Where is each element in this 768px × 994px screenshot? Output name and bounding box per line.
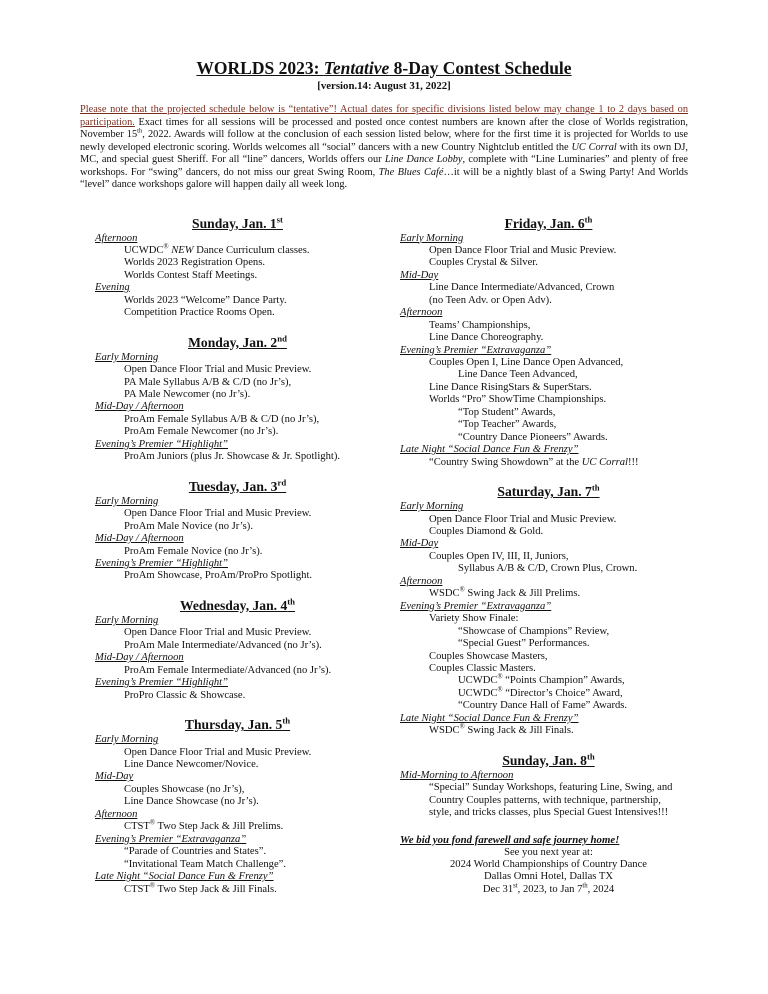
session-label: Mid-Day / Afternoon [95,652,184,664]
text-segment: Variety Show Finale: [429,613,519,625]
schedule-item [95,270,380,282]
text-segment: (no Teen Adv. or Open Adv). [429,294,552,306]
text-segment: Exact times for all sessions will be processed and posted once contest numbers are known after the close of Worlds registration, November 15 [80,116,688,140]
page-title-italic: Tentative [323,58,390,78]
text-segment: ® [163,243,169,251]
text-segment: UCWDC [458,687,498,699]
session-label: Late Night “Social Dance Fun & Frenzy” [95,871,274,883]
text-segment: Couples Open I, Line Dance Open Advanced, [429,357,624,369]
schedule-item [95,426,380,438]
text-segment: Line Dance Choreography. [429,332,544,344]
text-segment: ® [497,686,503,694]
farewell-line [400,871,697,883]
text-segment: Monday, Jan. 2 [188,334,278,350]
text-segment: Couples Showcase (no Jr’s), [124,783,245,795]
session-label: Mid-Day [400,538,439,550]
schedule-item [95,546,380,558]
text-segment: CTST [124,821,150,833]
session-label: Evening’s Premier “Extravaganza” [400,600,552,612]
schedule-item [95,690,380,702]
left-column [95,215,380,897]
text-segment: , complete with “Line Luminaries” and plenty of free workshops. For “swing” dancers, do not miss our great Swing Room, [80,154,688,178]
text-segment: Couples Open IV, III, II, Juniors, [429,550,569,562]
text-segment: Line Dance RisingStars & SuperStars. [429,381,592,393]
day-heading [95,716,380,733]
text-segment: The Blues Café [378,166,444,178]
session-label: Late Night “Social Dance Fun & Frenzy” [400,712,579,724]
schedule-item [95,451,380,463]
schedule-item [400,245,697,257]
schedule-item [400,457,697,469]
session-label: Afternoon [95,808,138,820]
day-section [95,597,380,702]
text-segment: , 2022. Awards will follow at the conclusion of each session listed below, where for the first time it is projected for Worlds to use newly developed electronic scoring. Worlds welcomes all “social” dancers with a new Country Nightclub entitled the [80,129,689,153]
text-segment: ® [149,882,156,889]
text-segment: , 2024 [587,883,615,895]
schedule-item [95,389,380,401]
version-line: [version.14: August 31, 2022] [317,80,451,92]
text-segment: Swing Jack & Jill Prelims. [464,588,581,600]
day-section [95,716,380,896]
text-segment: UCWDC [458,675,498,687]
text-segment: “Invitational Team Match Challenge”. [124,858,287,870]
text-segment: Line Dance Newcomer/Novice. [124,759,259,770]
text-segment: NEW [171,244,194,256]
text-segment: “Showcase of Champions” Review, [458,625,610,637]
schedule-item [95,884,380,896]
schedule-item [400,257,697,269]
day-heading [95,597,380,614]
right-column [400,215,697,897]
text-segment: nd [277,333,287,344]
text-segment: Two Step Jack & Jill Finals. [155,883,277,895]
day-heading [400,483,697,500]
text-segment: UC Corral [581,456,628,468]
text-segment: Sunday, Jan. 8 [502,752,587,768]
text-segment: “Special Guest” Performances. [458,638,590,650]
session-label: Mid-Day [95,771,134,783]
text-segment: WSDC [429,725,460,737]
schedule-item [400,588,697,600]
schedule-item [400,638,697,650]
schedule-item [400,369,697,381]
schedule-item [95,521,380,533]
schedule-item [400,675,697,687]
session-label: Late Night “Social Dance Fun & Frenzy” [400,444,579,456]
text-segment: “Director’s Choice” Award, [502,687,623,699]
session-label: Early Morning [95,614,159,626]
text-segment: UCWDC [124,244,164,256]
schedule-item [400,382,697,394]
text-segment: Open Dance Floor Trial and Music Preview. [429,244,617,256]
schedule-item [400,795,697,807]
text-segment: Open Dance Floor Trial and Music Preview. [124,627,312,639]
text-segment: Worlds “Pro” ShowTime Championships. [429,394,607,406]
text-segment: th [287,596,295,607]
text-segment: Competition Practice Rooms Open. [124,307,275,319]
text-segment: Worlds Contest Staff Meetings. [124,269,258,281]
day-heading [95,478,380,495]
day-section [400,752,697,820]
text-segment: Please note that the projected schedule below is “tentative”! Actual dates for specific divisions listed below may change 1 to 2 days based on participation. [80,104,688,128]
session-label: Evening [95,282,130,294]
text-segment: ® [459,723,465,731]
text-segment: Open Dance Floor Trial and Music Preview. [124,746,312,758]
page-title-suffix: 8-Day Contest Schedule [389,58,572,78]
session-label: Early Morning [95,495,159,507]
session-label: Evening’s Premier “Highlight” [95,438,229,450]
session-label: Mid-Day / Afternoon [95,533,184,545]
text-segment: “Special” Sunday Workshops, featuring Line, Swing, and [429,782,673,794]
text-segment: UC Corral [571,141,617,153]
text-segment: th [582,882,588,890]
schedule-item [400,663,697,675]
text-segment: Worlds 2023 Registration Opens. [124,257,265,269]
intro-paragraph [80,104,688,192]
text-segment: “Top Student” Awards, [458,406,556,418]
session-label: Afternoon [400,307,443,319]
text-segment: Swing Jack & Jill Finals. [464,725,574,737]
text-segment: Line Dance Lobby [384,154,463,165]
farewell-block [400,834,697,897]
text-segment: “Points Champion” Awards, [502,675,625,687]
schedule-item [400,394,697,406]
text-segment: rd [277,477,287,488]
text-segment: Sunday, Jan. 1 [192,215,277,231]
schedule-item [95,784,380,796]
day-heading [400,752,697,769]
session-label: Mid-Morning to Afternoon [400,769,514,781]
schedule-item [400,357,697,369]
text-segment: ProAm Female Syllabus A/B & C/D (no Jr’s), [124,413,320,425]
text-segment: Teams’ Championships, [429,319,531,331]
text-segment: Wednesday, Jan. 4 [179,597,288,613]
text-segment: Couples Crystal & Silver. [429,257,538,269]
text-segment: ® [497,673,503,681]
text-segment: style, and tricks classes, plus Special Guest Intensives!!! [429,807,669,819]
text-segment: “Top Teacher” Awards, [458,419,557,431]
schedule-item [95,364,380,376]
schedule-item [400,514,697,526]
schedule-item [400,320,697,332]
schedule-item [400,807,697,819]
schedule-item [400,432,697,444]
session-label: Early Morning [400,501,464,513]
schedule-item [95,508,380,520]
day-section [95,334,380,464]
text-segment: Line Dance Teen Advanced, [458,369,578,381]
text-segment: “Country Dance Pioneers” Awards. [458,431,608,443]
session-label: Early Morning [95,734,159,746]
schedule-item [400,332,697,344]
schedule-item [400,688,697,700]
text-segment: Couples Classic Masters. [429,663,536,674]
schedule-item [95,414,380,426]
session-label: Early Morning [400,232,464,244]
text-segment: …it will be a nightly blast of a Swing Party! And Worlds “level” dance workshops galore will happen daily all week long. [80,166,688,190]
text-segment: Open Dance Floor Trial and Music Preview. [124,508,312,520]
session-label: Evening’s Premier “Extravaganza” [400,344,552,356]
day-section [400,215,697,470]
text-segment: “Parade of Countries and States”. [124,846,267,858]
farewell-line [400,847,697,859]
text-segment: Open Dance Floor Trial and Music Preview. [124,364,312,376]
text-segment: th [282,715,291,726]
text-segment: st [513,882,518,890]
text-segment: Open Dance Floor Trial and Music Preview. [429,513,617,525]
text-segment: ProAm Showcase, ProAm/ProPro Spotlight. [124,570,313,582]
text-segment: with its own DJ, MC, and special guest Sheriff. For all “line” dancers, Worlds offers our [80,141,688,165]
text-segment: ProAm Female Intermediate/Advanced (no Jr’s). [124,664,332,676]
text-segment: th [137,127,143,135]
session-label: Evening’s Premier “Highlight” [95,558,229,570]
schedule-item [95,665,380,677]
text-segment: ProAm Female Newcomer (no Jr’s). [124,426,279,438]
text-segment: ProAm Male Novice (no Jr’s). [124,520,253,532]
schedule-item [400,407,697,419]
text-segment: ® [459,586,465,594]
schedule-item [95,307,380,319]
schedule-item [400,626,697,638]
schedule-item [400,725,697,737]
text-segment: “Country Swing Showdown” at the [429,456,582,468]
text-segment: Friday, Jan. 6 [504,215,585,231]
schedule-item [400,651,697,663]
text-segment: “Country Dance Hall of Fame” Awards. [458,700,628,712]
text-segment: Dallas Omni Hotel, Dallas TX [484,871,613,883]
schedule-item [400,295,697,307]
text-segment: st [276,213,283,224]
text-segment: ProAm Male Intermediate/Advanced (no Jr’s). [124,639,322,651]
page-title [0,58,768,79]
schedule-item [95,747,380,759]
text-segment: Couples Showcase Masters, [429,650,548,662]
schedule-item [95,859,380,871]
text-segment: th [591,482,600,493]
text-segment: , 2023, to Jan 7 [517,883,583,895]
schedule-item [95,570,380,582]
schedule-item [95,640,380,652]
text-segment: ® [149,819,156,827]
day-heading [400,215,697,232]
schedule-item [95,759,380,771]
schedule-item [95,627,380,639]
text-segment: ProPro Classic & Showcase. [124,689,246,701]
session-label: Early Morning [95,351,159,363]
day-section [95,215,380,320]
session-label: Evening’s Premier “Extravaganza” [95,833,247,845]
text-segment: Syllabus A/B & C/D, Crown Plus, Crown. [458,563,638,575]
schedule-columns [0,215,768,897]
text-segment: Dec 31 [482,883,514,895]
schedule-item [95,821,380,833]
schedule-item [400,282,697,294]
schedule-item [95,245,380,257]
text-segment: See you next year at: [504,846,593,858]
text-segment: Two Step Jack & Jill Prelims. [155,821,284,833]
text-segment: Line Dance Intermediate/Advanced, Crown [429,282,615,294]
text-segment: Dance Curriculum classes. [193,244,310,256]
text-segment: Line Dance Showcase (no Jr’s). [124,796,259,808]
text-segment: WSDC [429,588,460,600]
day-section [95,478,380,583]
farewell-line [400,884,697,896]
text-segment: PA Male Newcomer (no Jr’s). [124,389,251,401]
farewell-line [400,859,697,871]
schedule-item [95,257,380,269]
schedule-item [400,526,697,538]
schedule-item [95,796,380,808]
text-segment: Country Couples patterns, with technique, partnership, [429,794,661,806]
schedule-item [400,700,697,712]
day-section [400,483,697,738]
text-segment: Saturday, Jan. 7 [497,484,592,500]
text-segment: Tuesday, Jan. 3 [188,478,278,494]
text-segment: ProAm Juniors (plus Jr. Showcase & Jr. Spotlight). [124,451,341,463]
session-label: Evening’s Premier “Highlight” [95,677,229,689]
farewell-heading: We bid you fond farewell and safe journey home! [400,833,620,846]
text-segment: 2024 World Championships of Country Dance [450,858,647,870]
text-segment: th [586,751,595,762]
session-label: Afternoon [95,232,138,244]
schedule-item [95,846,380,858]
day-heading [95,334,380,351]
text-segment: CTST [124,883,150,895]
schedule-item [95,295,380,307]
schedule-item [400,419,697,431]
text-segment: th [584,213,593,224]
schedule-item [95,377,380,389]
text-segment: PA Male Syllabus A/B & C/D (no Jr’s), [124,376,292,388]
session-label: Mid-Day / Afternoon [95,401,184,413]
session-label: Afternoon [400,575,443,587]
text-segment: Thursday, Jan. 5 [184,717,283,733]
page-title-prefix: WORLDS 2023: [196,58,324,78]
text-segment: Worlds 2023 “Welcome” Dance Party. [124,294,287,306]
schedule-item [400,782,697,794]
session-label: Mid-Day [400,269,439,281]
schedule-item [400,613,697,625]
schedule-item [400,563,697,575]
text-segment: !!! [627,456,639,468]
schedule-item [400,551,697,563]
day-heading [95,215,380,232]
text-segment: ProAm Female Novice (no Jr’s). [124,545,263,557]
text-segment: Couples Diamond & Gold. [429,526,544,538]
